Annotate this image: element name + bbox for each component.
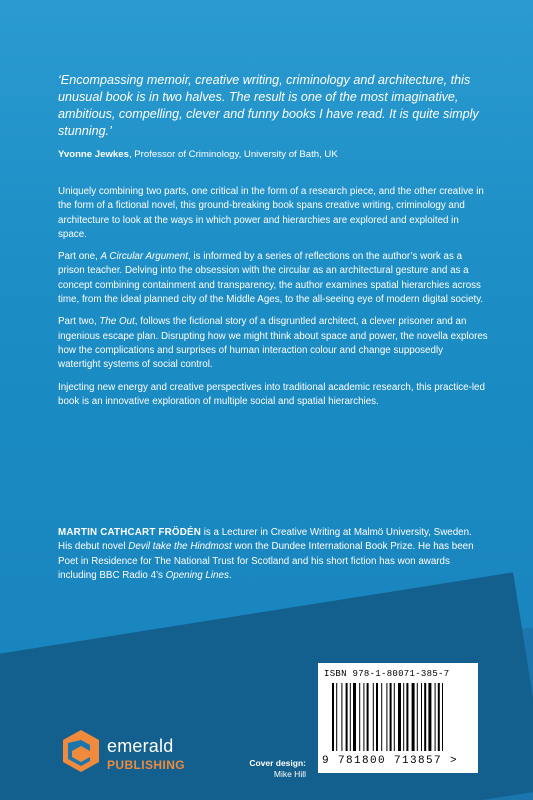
- isbn-barcode: [318, 663, 478, 773]
- novel-title: Devil take the Hindmost: [128, 541, 232, 553]
- barcode-bars: [330, 683, 466, 753]
- p3-post: , follows the fictional story of a disgruntled architect, a clever prisoner and an ingenious escape plan. Disrupting how we might think about space and power, the novella explores how the complications and surprises of human interaction colour and change supposedly watertight systems of social control.: [58, 316, 488, 371]
- blurb-paragraph-1: Uniquely combining two parts, one critical in the form of a research piece, and the other creative in the form of a fictional novel, this ground-breaking book spans creative writing, criminology and architecture to look at the ways in which power and hierarchies are explored and exploited in space.: [58, 186, 484, 240]
- part-one-title: A Circular Argument: [100, 251, 188, 263]
- part-two-title: The Out: [99, 316, 135, 328]
- endorsement-quote: ‘Encompassing memoir, creative writing, criminology and architecture, this unusual book is in two halves. The result is one of the most imaginative, ambitious, compelling, clever and funny books I have read. It is quite simply stunning.’: [58, 73, 479, 138]
- credit-label: Cover design:: [249, 758, 306, 768]
- blurb-paragraph-4: Injecting new energy and creative perspectives into traditional academic research, this practice-led book is an innovative exploration of multiple social and spatial hierarchies.: [58, 381, 485, 407]
- blurb-paragraph-3: [58, 315, 488, 372]
- p2-post: , is informed by a series of reflections on the author’s work as a prison teacher. Delving into the obsession with the circular as an architectural gesture and as a concept combining containment and transparency, the author examines spatial hierarchies across time, from the ideal planned city of the Middle Ages, to the all-seeing eye of modern digital society.: [58, 251, 484, 306]
- blurb: [58, 185, 488, 417]
- bio-part-2: won the Dundee International Book Prize. He has been Poet in Residence for The National Trust for Scotland and his short fiction has won awards including BBC Radio 4’s: [58, 541, 474, 581]
- publisher-name: emerald: [107, 736, 174, 756]
- bio-part-1: is a Lecturer in Creative Writing at Malmö University, Sweden. His debut novel: [58, 527, 472, 553]
- emerald-hexagon-icon: [60, 728, 102, 774]
- blurb-paragraph-2: [58, 250, 488, 307]
- author-bio: [58, 526, 488, 583]
- publisher-subname: PUBLISHING: [107, 758, 186, 772]
- credit-name: Mike Hill: [273, 769, 306, 779]
- endorser-name: Yvonne Jewkes: [58, 149, 129, 160]
- author-name: MARTIN CATHCART FRÖDÉN: [58, 527, 201, 538]
- endorsement-attribution: [58, 148, 482, 161]
- cover-design-credit: [248, 758, 306, 780]
- award-title: Opening Lines: [165, 569, 229, 581]
- p2-pre: Part one,: [58, 251, 101, 263]
- p3-pre: Part two,: [58, 316, 100, 328]
- barcode-digits: 9 781800 713857 >: [322, 755, 459, 767]
- endorsement: [58, 72, 482, 161]
- isbn-label: ISBN 978-1-80071-385-7: [324, 669, 450, 679]
- endorser-affiliation: , Professor of Criminology, University of Bath, UK: [128, 149, 338, 160]
- bio-part-3: .: [228, 569, 232, 581]
- publisher-logo: [60, 728, 200, 778]
